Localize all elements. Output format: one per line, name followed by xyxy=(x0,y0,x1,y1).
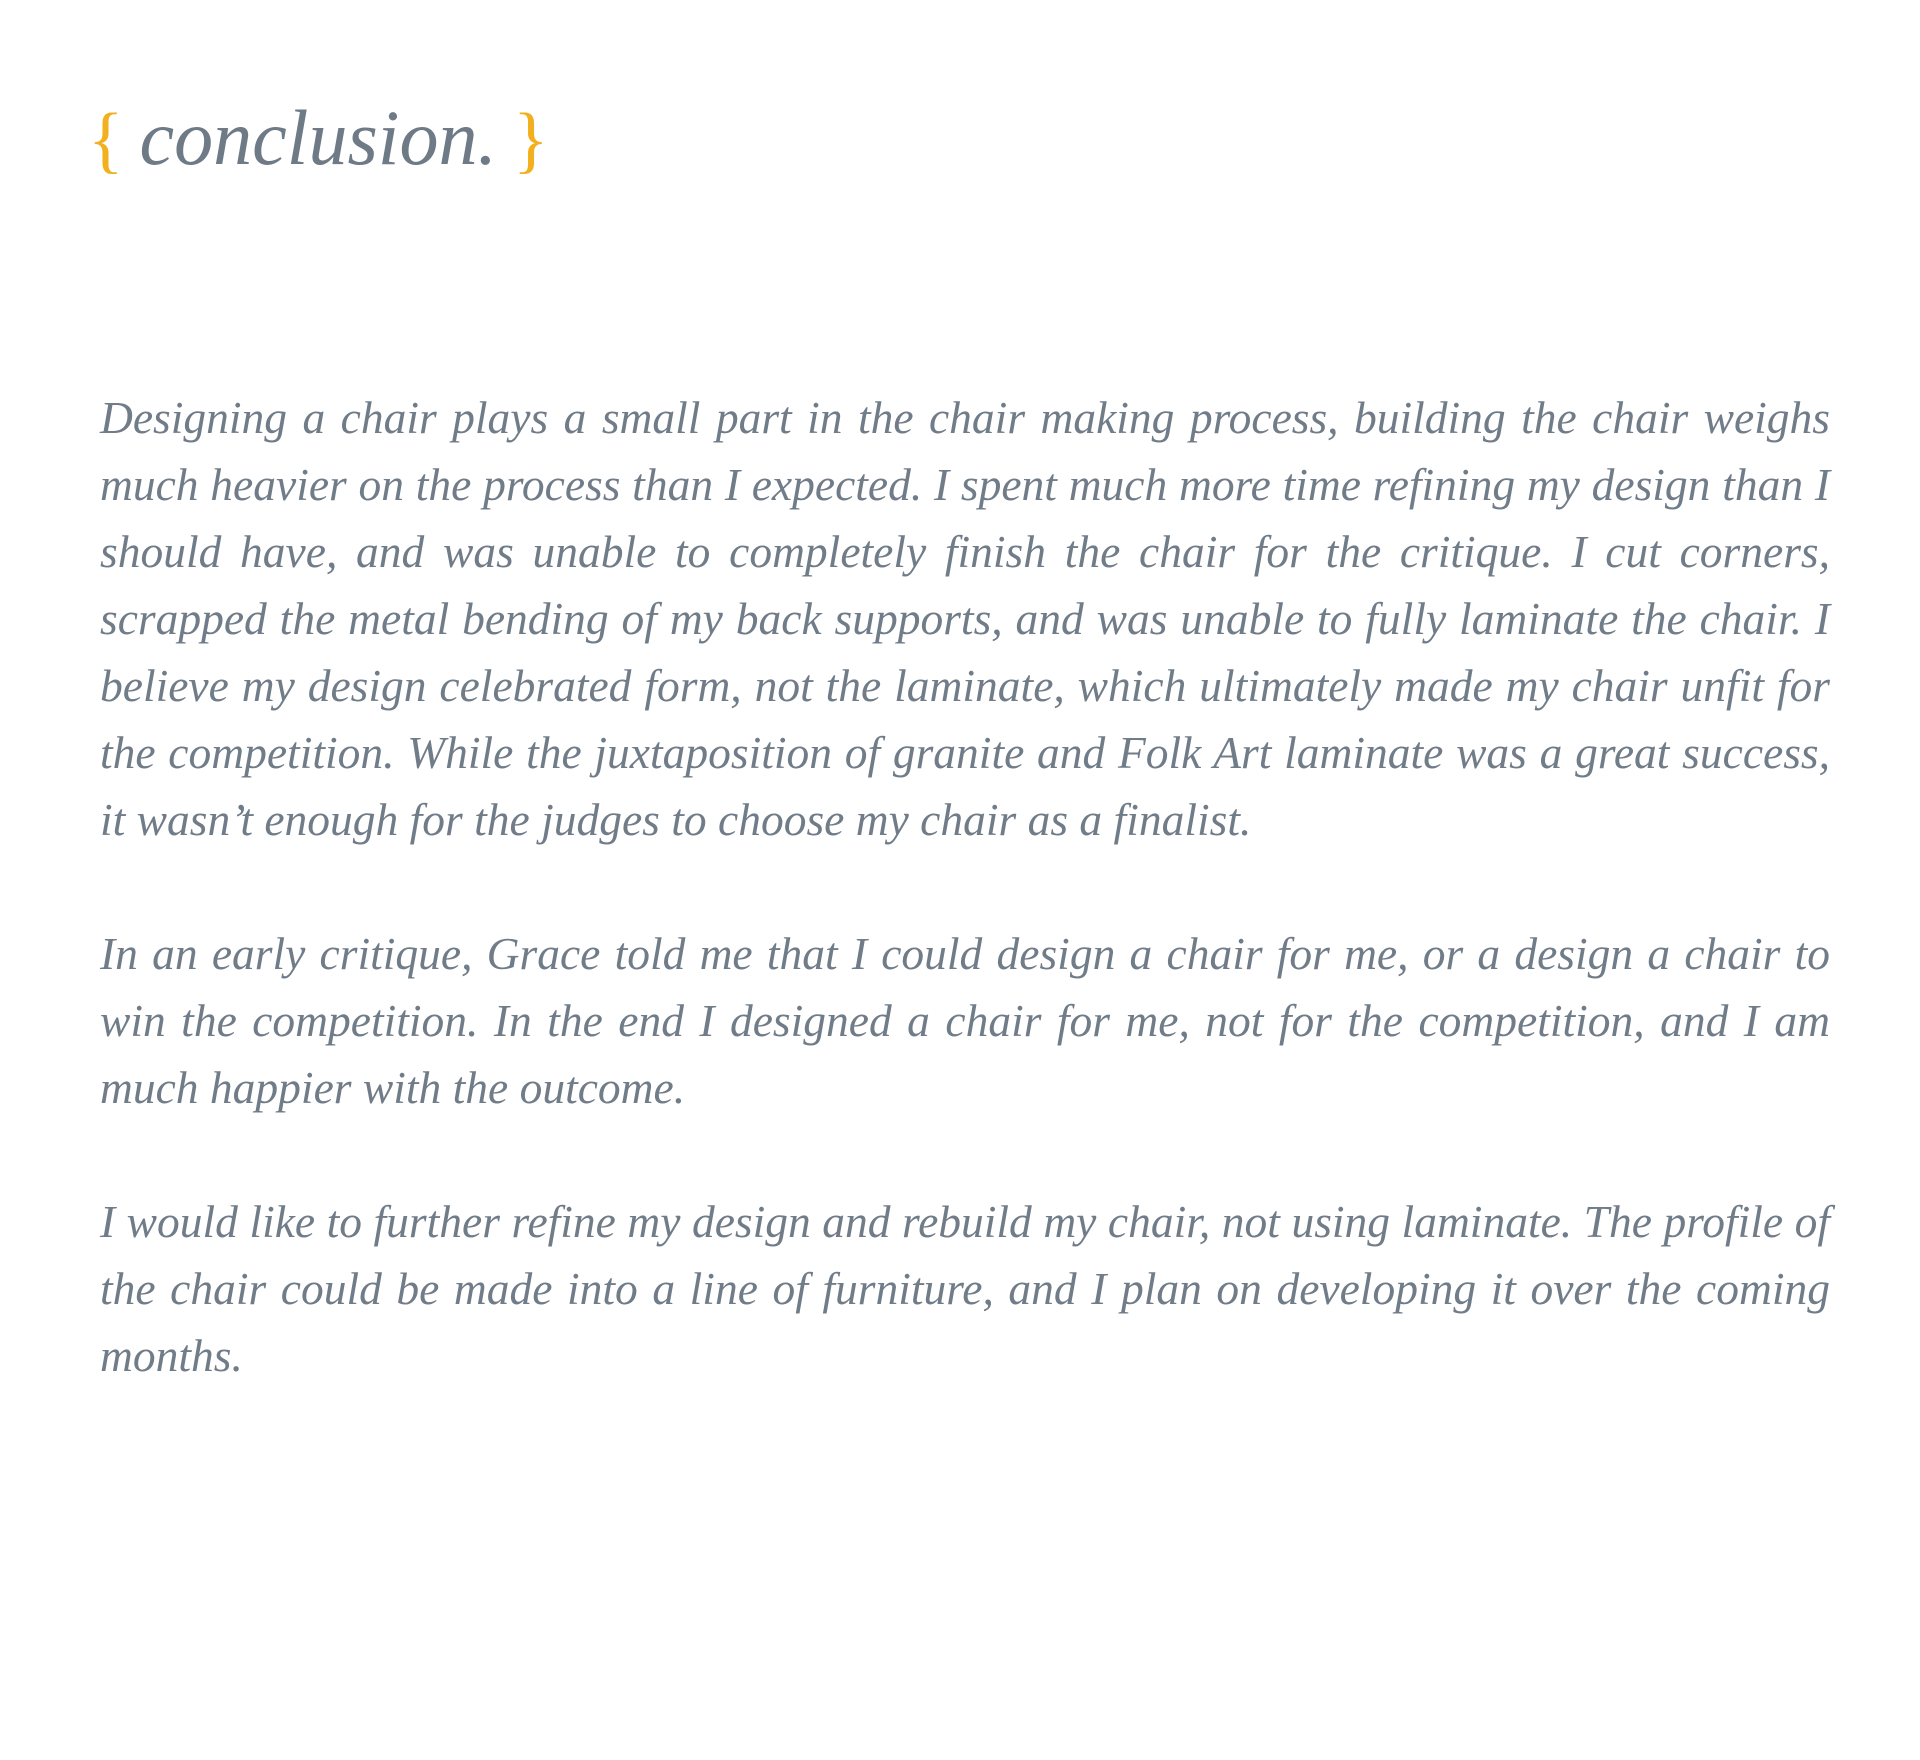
paragraph-3: I would like to further refine my design and rebuild my chair, not using laminate. The profile of the chair could be made into a line of furniture, and I plan on developing it over the coming months. xyxy=(100,1196,1830,1381)
close-brace: } xyxy=(512,99,549,181)
open-brace: { xyxy=(88,99,124,181)
page-title-text: conclusion. xyxy=(139,94,497,181)
paragraph-2: In an early critique, Grace told me that I could design a chair for me, or a design a chair to win the competition. In the end I designed a chair for me, not for the competition, and I am much happier with the outcome. xyxy=(100,928,1830,1113)
page-title xyxy=(88,88,549,190)
body-text xyxy=(100,384,1830,1456)
paragraph-1: Designing a chair plays a small part in the chair making process, building the chair weighs much heavier on the process than I expected. I spent much more time refining my design than I should have, and was unable to completely finish the chair for the critique. I cut corners, scrapped the metal bending of my back supports, and was unable to fully laminate the chair. I believe my design celebrated form, not the laminate, which ultimately made my chair unfit for the competition. While the juxtaposition of granite and Folk Art laminate was a great success, it wasn’t enough for the judges to choose my chair as a finalist. xyxy=(100,392,1830,845)
